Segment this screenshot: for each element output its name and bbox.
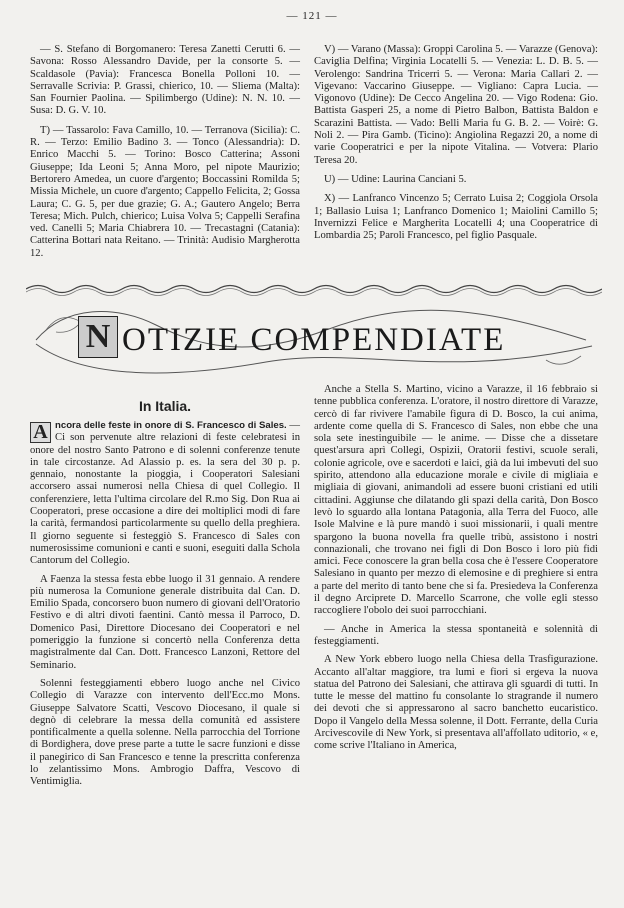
paragraph: A Faenza la stessa festa ebbe luogo il 31 gennaio. A rendere più numerosa la Comunione generale distribuita dal Can. D. Emilio Spada, concorsero buon numero di giovani dell'Oratorio Festivo e di altri divoti faentini. Cantò messa il Parroco, D. Domenico Pasi, Direttore Diocesano dei Cooperatori e nel pomeriggio la funzione si concertò nella Conferenza detta magistralmente dal Can. Dott. Francesco Lanzoni, Rettore del Seminario. xyxy=(30,573,300,671)
paragraph: — S. Stefano di Borgomanero: Teresa Zanetti Cerutti 6. — Savona: Rosso Alessandro Davide, per la consorte 5. — Scaldasole (Pavia): Francesca Bonella Polloni 10. — Serravalle Scrivia: P. Grassi, chierico, 10. — Sliema (Malta): San Fournier Paolina. — Spilimbergo (Udine): N. N. 10. — Susa: D. G. V. 10. xyxy=(30,44,300,117)
paragraph: Anche a Stella S. Martino, vicino a Varazze, il 16 febbraio si tenne pubblica conferenza. L'oratore, il nostro direttore di Varazze, cercò di far rivivere l'amabile figura di D. Bosco, la cui anima, ardente come quella di S. Francesco di Sales, non ebbe che una sola sete inestinguibile — le anime. — Disse che a dissetare quest'arsura aprì Collegi, Ospizii, Oratorii festivi, scuole serali, colonie agricole, ove e sacerdoti e laici, già da lui imbevuti del suo spirito, attendono alla educazione morale e civile di migliaia e migliaia di giovani, animandoli ad essere buoni cristiani ed utili cittadini. Aggiunse che dilatando gli spazi della carità, Don Bosco levò lo sguardo alla lontana Patagonia, alla Terra del Fuoco, alle Isole Malvine e là pure mandò i suoi missionarii, i quali mentre spargono la buona novella fra quelle tribù, assistono i nostri connazionali, che trovano nei figli di Don Bosco i loro più fidi amici. Fece conoscere la gran bella cosa che è l'essere Cooperatore Salesiano in quanto per mezzo di elemosine e di preghiere si entra a parte del merito di tanto bene che si fa. Presiedeva la Conferenza il degno Arciprete D. Marcello Scarrone, che volle egli stesso raccogliere l'obolo dei suoi parrocchiani. xyxy=(314,384,598,617)
bottom-right-column xyxy=(314,384,598,753)
paragraph: U) — Udine: Laurina Canciani 5. xyxy=(324,173,467,185)
page-number: — 121 — xyxy=(286,10,338,22)
paragraph: V) — Varano (Massa): Groppi Carolina 5. — Varazze (Genova): Caviglia Delfina; Virginia Locatelli 5. — Venezia: L. D. B. 5. — Verolengo: Sandrina Tricerri 5. — Verona: Maria Callari 2. — Vigevano: Vaccarino Giuseppe. — Vigliano: Capra Lucia. — Vigonovo (Udine): De Cecco Angelina 20. — Vigo Rodena: Gio. Battista Gasperi 25, a nome di Pietro Balbon, Battista Baldon e Scarazini Battista. — Vado: Belli Maria fu G. B. 2. — Voirè: G. Noli 2. — Pira Gamb. (Ticino): Angiolina Regazzi 20, a nome di varie Cooperatrici e per la nipote Vitalina. — Votvera: Plario Teresa 20. xyxy=(314,44,598,166)
subheading: In Italia. xyxy=(138,398,192,414)
paragraph: A New York ebbero luogo nella Chiesa della Trasfigurazione. Accanto all'altar maggiore, tra lumi e fiori si ergeva la nuova statua del Patrono dei Salesiani, che attirava gli sguardi di tutti. In tutte le messe del mattino fu consolante lo stragrande il numero dei devoti che si appressarono al sacro banchetto eucaristico. Dopo il Vangelo della Messa solenne, il Dott. Ferrante, della Curia Arcivescovile di New York, si presentava all'affollato uditorio, « e, come scrive l'Italiano in America, xyxy=(314,654,598,752)
paragraph: — Anche in America la stessa spontaneità e solennità di festeggiamenti. xyxy=(314,623,598,647)
bottom-left-column xyxy=(30,420,300,789)
paragraph: X) — Lanfranco Vincenzo 5; Cerrato Luisa 2; Coggiola Orsola 1; Ballasio Luisa 1; Lanfranco Domenico 1; Maiolini Camillo 5; Invernizzi Felice e Margherita Locatelli 4; una Cooperatrice di Lombardia 25; Paroli Francesco, pel figlio Pasquale. xyxy=(314,193,598,242)
dropcap: A xyxy=(30,422,51,443)
section-banner xyxy=(26,300,602,382)
paragraph-text: — Ci son pervenute altre relazioni di feste celebratesi in onore del nostro Santo Patrono e di solenni conferenze tenute in tale circostanze. Ad Alassio p. es. la sera del 30 p. p. gennaio, nonostante la pioggia, i Cooperatori Salesiani accorsero assai numerosi nella Chiesa di quel Collegio. Il conferenziere, letta l'ultima circolare del R.mo Sig. Don Rua ai Cooperatori, prese occasione a dire dei moltiplici modi di fare la carità, fermandosi particolarmente su quello della preghiera. Il giorno seguente si festeggiò S. Francesco di Sales con numerosissime comunioni e canti e suoni, eseguiti dalla Schola Cantorum del Collegio. xyxy=(30,420,300,567)
banner-dropcap xyxy=(78,316,118,358)
lead-paragraph xyxy=(30,420,300,568)
decorative-border xyxy=(26,280,602,298)
paragraph: Solenni festeggiamenti ebbero luogo anche nel Civico Collegio di Varazze con intervento dell'Ecc.mo Mons. Giuseppe Salvatore Scatti, Vescovo Diocesano, il quale si degnò di celebrare la messa della comunità ed assistere pontificalmente a quella solenne. Nella parrocchia del Torrione di Bordighera, dove prese parte a tutte le sacre funzioni e disse il panegirico di San Francesco e tenne la prescritta conferenza lo zelantissimo Mons. Ambrogio Daffra, Vescovo di Ventimiglia. xyxy=(30,677,300,788)
top-right-column xyxy=(314,44,598,242)
dropcap-letter: N xyxy=(85,318,111,355)
section-title: OTIZIE COMPENDIATE xyxy=(122,322,506,358)
paragraph: T) — Tassarolo: Fava Camillo, 10. — Terranova (Sicilia): C. R. — Terzo: Emilio Badino 3. — Tonco (Alessandria): D. Enrico Macchi 5. — Torino: Bosco Catterina; Assoni Giuseppe; Ida Leoni 5; Anna Moro, pel nipote Maurizio; Bertorero Amedea, un cuore d'argento; Boccassini Romilda 5; Missia Michele, un cuore d'argento; Cappello Felicita, 2; Gossa Laura; C. G. 5, per due grazie; G. A.; Gautero Angelo; Berra Teresa; Mich. Pulch, chierico; Luisa Volva 5; Cappelli Serafina ved. Canelli 5; Maria Chiabrera 10. — Trecastagni (Catania): Catterina Bottari nata Reitano. — Trinità: Audisio Margherotta 12. xyxy=(30,124,300,259)
top-left-column xyxy=(30,44,300,260)
lead-title: ncora delle feste in onore di S. Francesco di Sales. xyxy=(55,420,287,431)
